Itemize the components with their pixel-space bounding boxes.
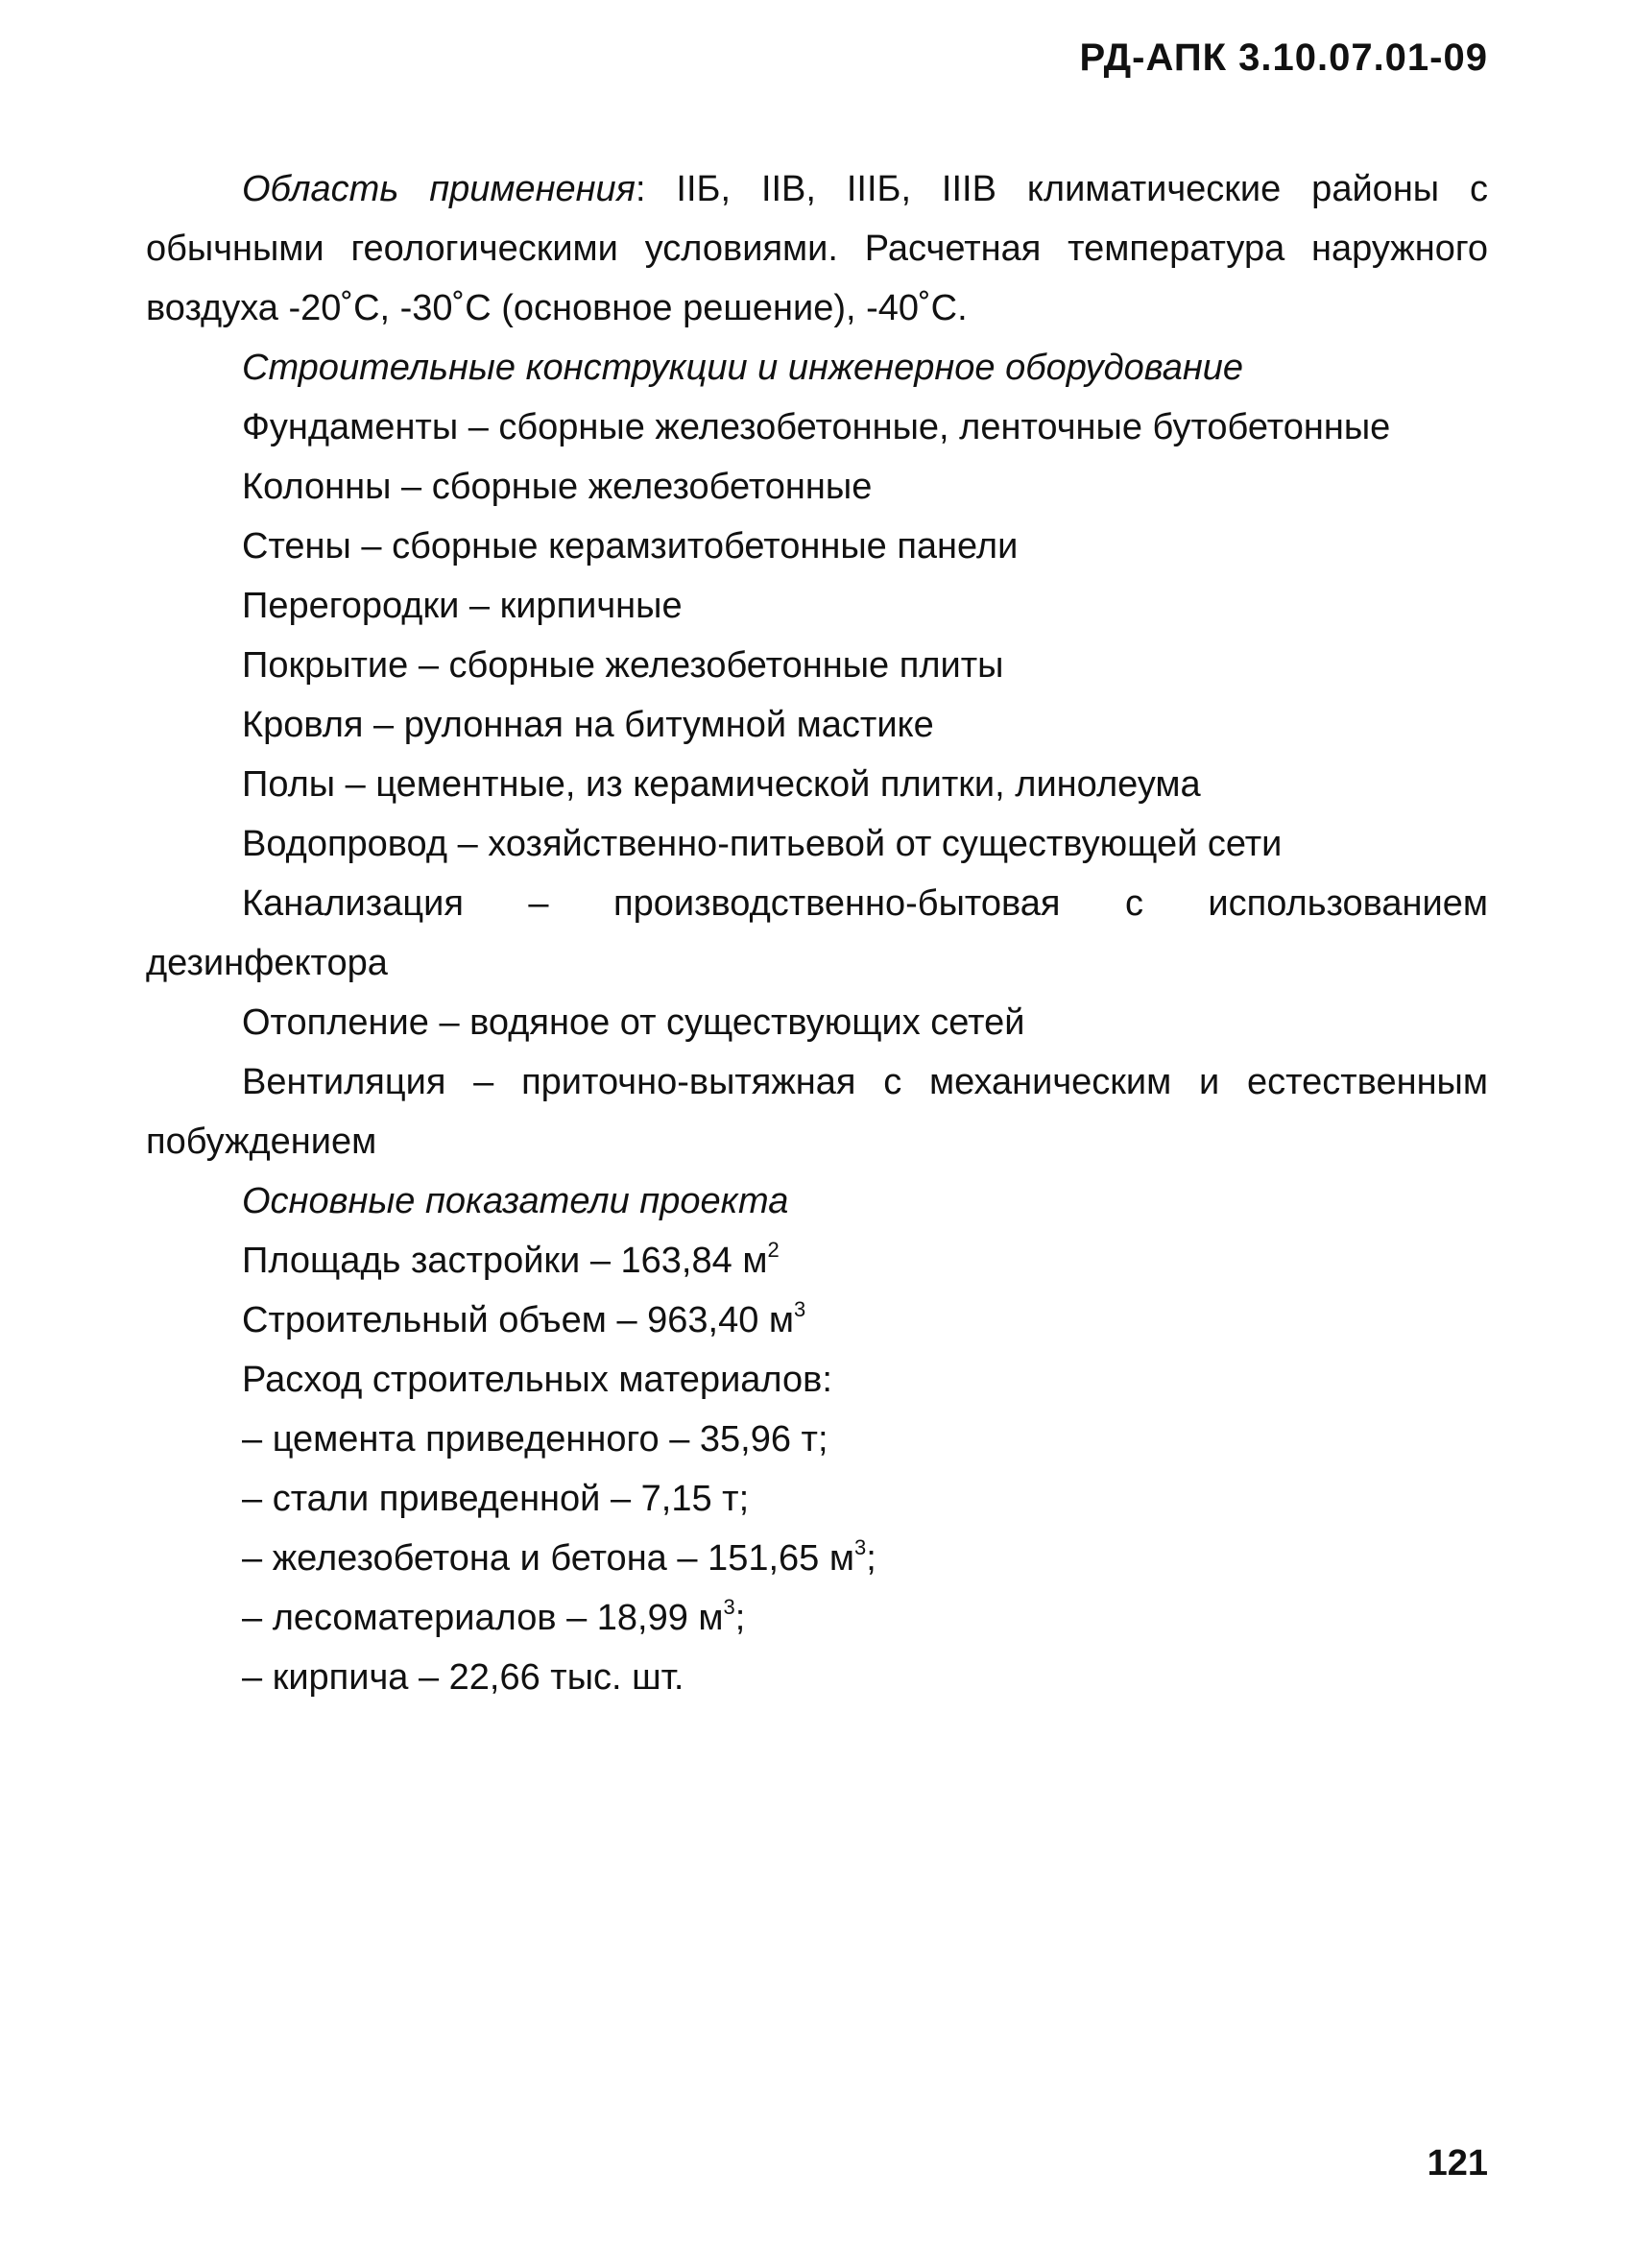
scope-text: : IIБ, IIВ, IIIБ, IIIВ климатические районы с обычными геологическими условиями. Расчетная температура наружного воздуха -20˚С, -30˚С (основное решение), -40˚С.: [146, 169, 1489, 328]
indicators-heading: Основные показатели проекта: [242, 1181, 789, 1221]
material-item-timber: [146, 1588, 1488, 1648]
indicator-volume-unit-power: 3: [794, 1297, 806, 1321]
material-timber-text: – лесоматериалов – 18,99 м: [242, 1598, 724, 1638]
material-item-brick: – кирпича – 22,66 тыс. шт.: [242, 1657, 684, 1698]
construction-item: Перегородки – кирпичные: [242, 586, 683, 626]
indicator-volume-text: Строительный объем – 963,40 м: [242, 1300, 795, 1340]
material-item-steel: – стали приведенной – 7,15 т;: [242, 1479, 750, 1519]
construction-item: Фундаменты – сборные железобетонные, ленточные бутобетонные: [242, 407, 1391, 447]
construction-item: Канализация – производственно-бытовая с использованием дезинфектора: [146, 883, 1488, 983]
material-timber-tail: ;: [734, 1598, 746, 1638]
indicator-area-unit-power: 2: [767, 1238, 780, 1262]
material-concrete-text: – железобетона и бетона – 151,65 м: [242, 1538, 854, 1579]
scope-label: Область применения: [242, 169, 636, 209]
construction-item: Отопление – водяное от существующих сетей: [242, 1002, 1025, 1043]
scope-paragraph: [146, 159, 1488, 338]
material-item-cement: – цемента приведенного – 35,96 т;: [242, 1419, 828, 1460]
construction-item: Полы – цементные, из керамической плитки, линолеума: [242, 764, 1201, 805]
indicator-volume: [146, 1291, 1488, 1350]
materials-heading: Расход строительных материалов:: [242, 1360, 832, 1400]
construction-item: Покрытие – сборные железобетонные плиты: [242, 645, 1004, 686]
construction-item: Водопровод – хозяйственно-питьевой от существующей сети: [242, 824, 1283, 864]
construction-item: Вентиляция – приточно-вытяжная с механическим и естественным побуждением: [146, 1062, 1488, 1162]
construction-item: Кровля – рулонная на битумной мастике: [242, 705, 934, 745]
page-number: 121: [1427, 2143, 1488, 2184]
material-concrete-unit-power: 3: [853, 1535, 867, 1559]
construction-item: Стены – сборные керамзитобетонные панели: [242, 526, 1019, 567]
material-concrete-tail: ;: [866, 1538, 876, 1579]
construction-item: Колонны – сборные железобетонные: [242, 467, 873, 507]
indicator-area: [146, 1231, 1488, 1291]
document-code: РД-АПК 3.10.07.01-09: [1079, 36, 1488, 79]
indicator-area-text: Площадь застройки – 163,84 м: [242, 1241, 768, 1281]
material-item-concrete: [146, 1529, 1488, 1588]
page-body: [146, 159, 1488, 1707]
material-timber-unit-power: 3: [723, 1595, 735, 1619]
constructions-heading: Строительные конструкции и инженерное оборудование: [242, 348, 1244, 388]
